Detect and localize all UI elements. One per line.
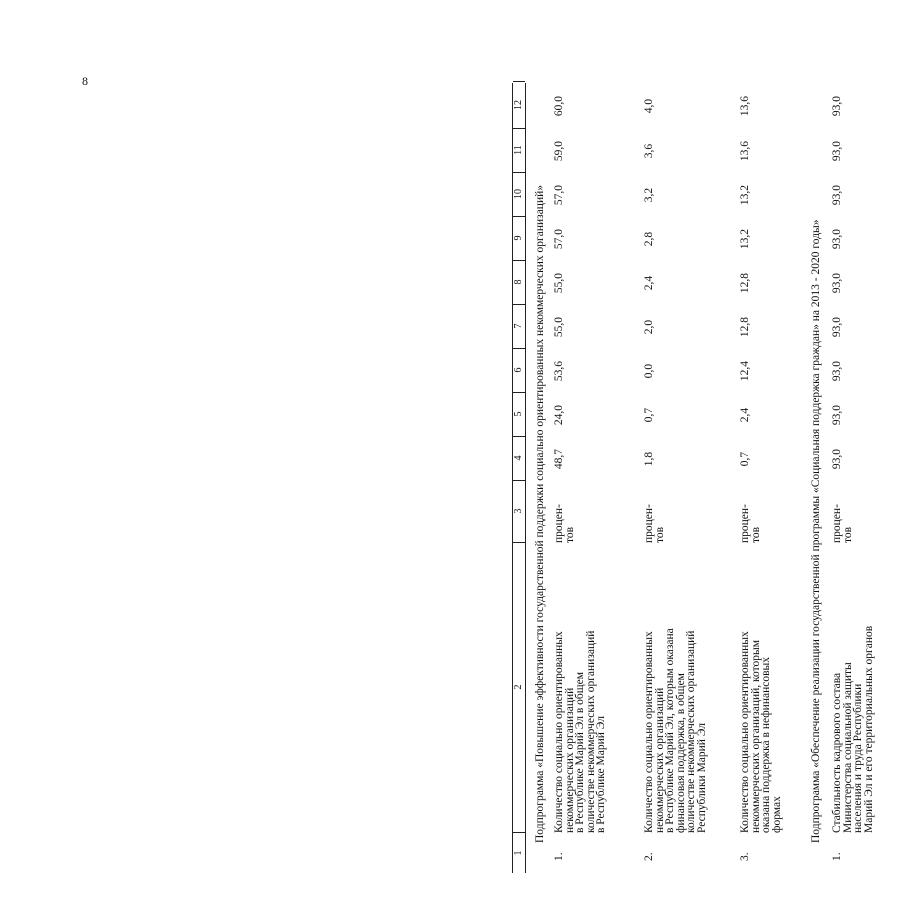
value-col-6: 0,0 (643, 363, 655, 379)
header-col-11: 11 (513, 128, 525, 173)
table-row (832, 83, 888, 873)
header-col-6: 6 (513, 348, 525, 393)
value-col-9: 93,0 (831, 228, 843, 250)
table-row (740, 83, 796, 873)
rotated-table (512, 83, 902, 873)
value-col-8: 12,8 (739, 272, 751, 294)
value-col-4: 0,7 (739, 451, 751, 467)
value-col-7: 12,8 (739, 316, 751, 338)
value-col-5: 0,7 (643, 407, 655, 423)
value-col-10: 57,0 (553, 184, 565, 206)
page-number: 8 (82, 74, 88, 88)
value-col-4: 1,8 (643, 451, 655, 467)
row-description: Стабильность кадрового состава Министерства социальной защиты населения и труда Республики Марий Эл и его территориальных органов (831, 625, 875, 833)
value-col-8: 93,0 (831, 272, 843, 294)
value-col-4: 93,0 (831, 448, 843, 470)
header-col-4: 4 (513, 436, 525, 481)
table-row (644, 83, 724, 873)
row-index: 2. (643, 852, 655, 861)
header-col-7: 7 (513, 304, 525, 349)
value-col-6: 12,4 (739, 360, 751, 382)
row-index: 3. (739, 852, 751, 861)
value-col-11: 59,0 (553, 140, 565, 162)
value-col-10: 3,2 (643, 187, 655, 203)
value-col-9: 57,0 (553, 228, 565, 250)
header-col-9: 9 (513, 216, 525, 261)
header-col-3: 3 (513, 480, 525, 543)
table-row (554, 83, 626, 873)
header-col-1: 1 (513, 850, 524, 856)
row-index: 1. (831, 852, 843, 861)
value-col-10: 93,0 (831, 184, 843, 206)
value-col-8: 55,0 (553, 272, 565, 294)
value-col-11: 93,0 (831, 140, 843, 162)
value-col-9: 2,8 (643, 231, 655, 247)
value-col-7: 55,0 (553, 316, 565, 338)
value-col-6: 93,0 (831, 360, 843, 382)
value-col-11: 13,6 (739, 140, 751, 162)
row-unit: процен- тов (643, 504, 666, 543)
value-col-5: 93,0 (831, 404, 843, 426)
row-unit: процен- тов (553, 504, 576, 543)
header-col-12: 12 (513, 81, 525, 129)
value-col-9: 13,2 (739, 228, 751, 250)
value-col-12: 60,0 (553, 95, 565, 117)
value-col-7: 93,0 (831, 316, 843, 338)
subprogram-title: Подпрограмма «Повышение эффективности государственной поддержки социально ориентированных некоммерческих организаций» (534, 184, 546, 843)
row-unit: процен- тов (831, 504, 854, 543)
value-col-8: 2,4 (643, 275, 655, 291)
value-col-12: 4,0 (643, 98, 655, 114)
value-col-6: 53,6 (553, 360, 565, 382)
value-col-7: 2,0 (643, 319, 655, 335)
row-description: Количество социально ориентированных некоммерческих организаций, которым оказана поддержка в нефинансовых формах (739, 631, 783, 833)
header-col-8: 8 (513, 260, 525, 305)
header-col-10: 10 (513, 172, 525, 217)
row-unit: процен- тов (739, 504, 762, 543)
value-col-5: 2,4 (739, 407, 751, 423)
value-col-4: 48,7 (553, 448, 565, 470)
row-description: Количество социально ориентированных некоммерческих организаций в Республике Марий Эл, которым оказана финансовая поддержка, в общем количестве некоммерческих организаций Республики Марий Эл (643, 628, 708, 833)
subprogram-title: Подпрограмма «Обеспечение реализации государственной программы «Социальная поддержка граждан» на 2013 - 2020 годы» (810, 219, 822, 843)
value-col-11: 3,6 (643, 143, 655, 159)
value-col-12: 13,6 (739, 95, 751, 117)
header-col-5: 5 (513, 392, 525, 437)
row-description: Количество социально ориентированных некоммерческих организаций в Республике Марий Эл в общем количестве некоммерческих организаций в Республике Марий Эл (553, 630, 608, 833)
table-header (512, 83, 526, 873)
value-col-5: 24,0 (553, 404, 565, 426)
value-col-12: 93,0 (831, 95, 843, 117)
header-col-2: 2 (513, 542, 525, 833)
row-index: 1. (553, 852, 565, 861)
value-col-10: 13,2 (739, 184, 751, 206)
